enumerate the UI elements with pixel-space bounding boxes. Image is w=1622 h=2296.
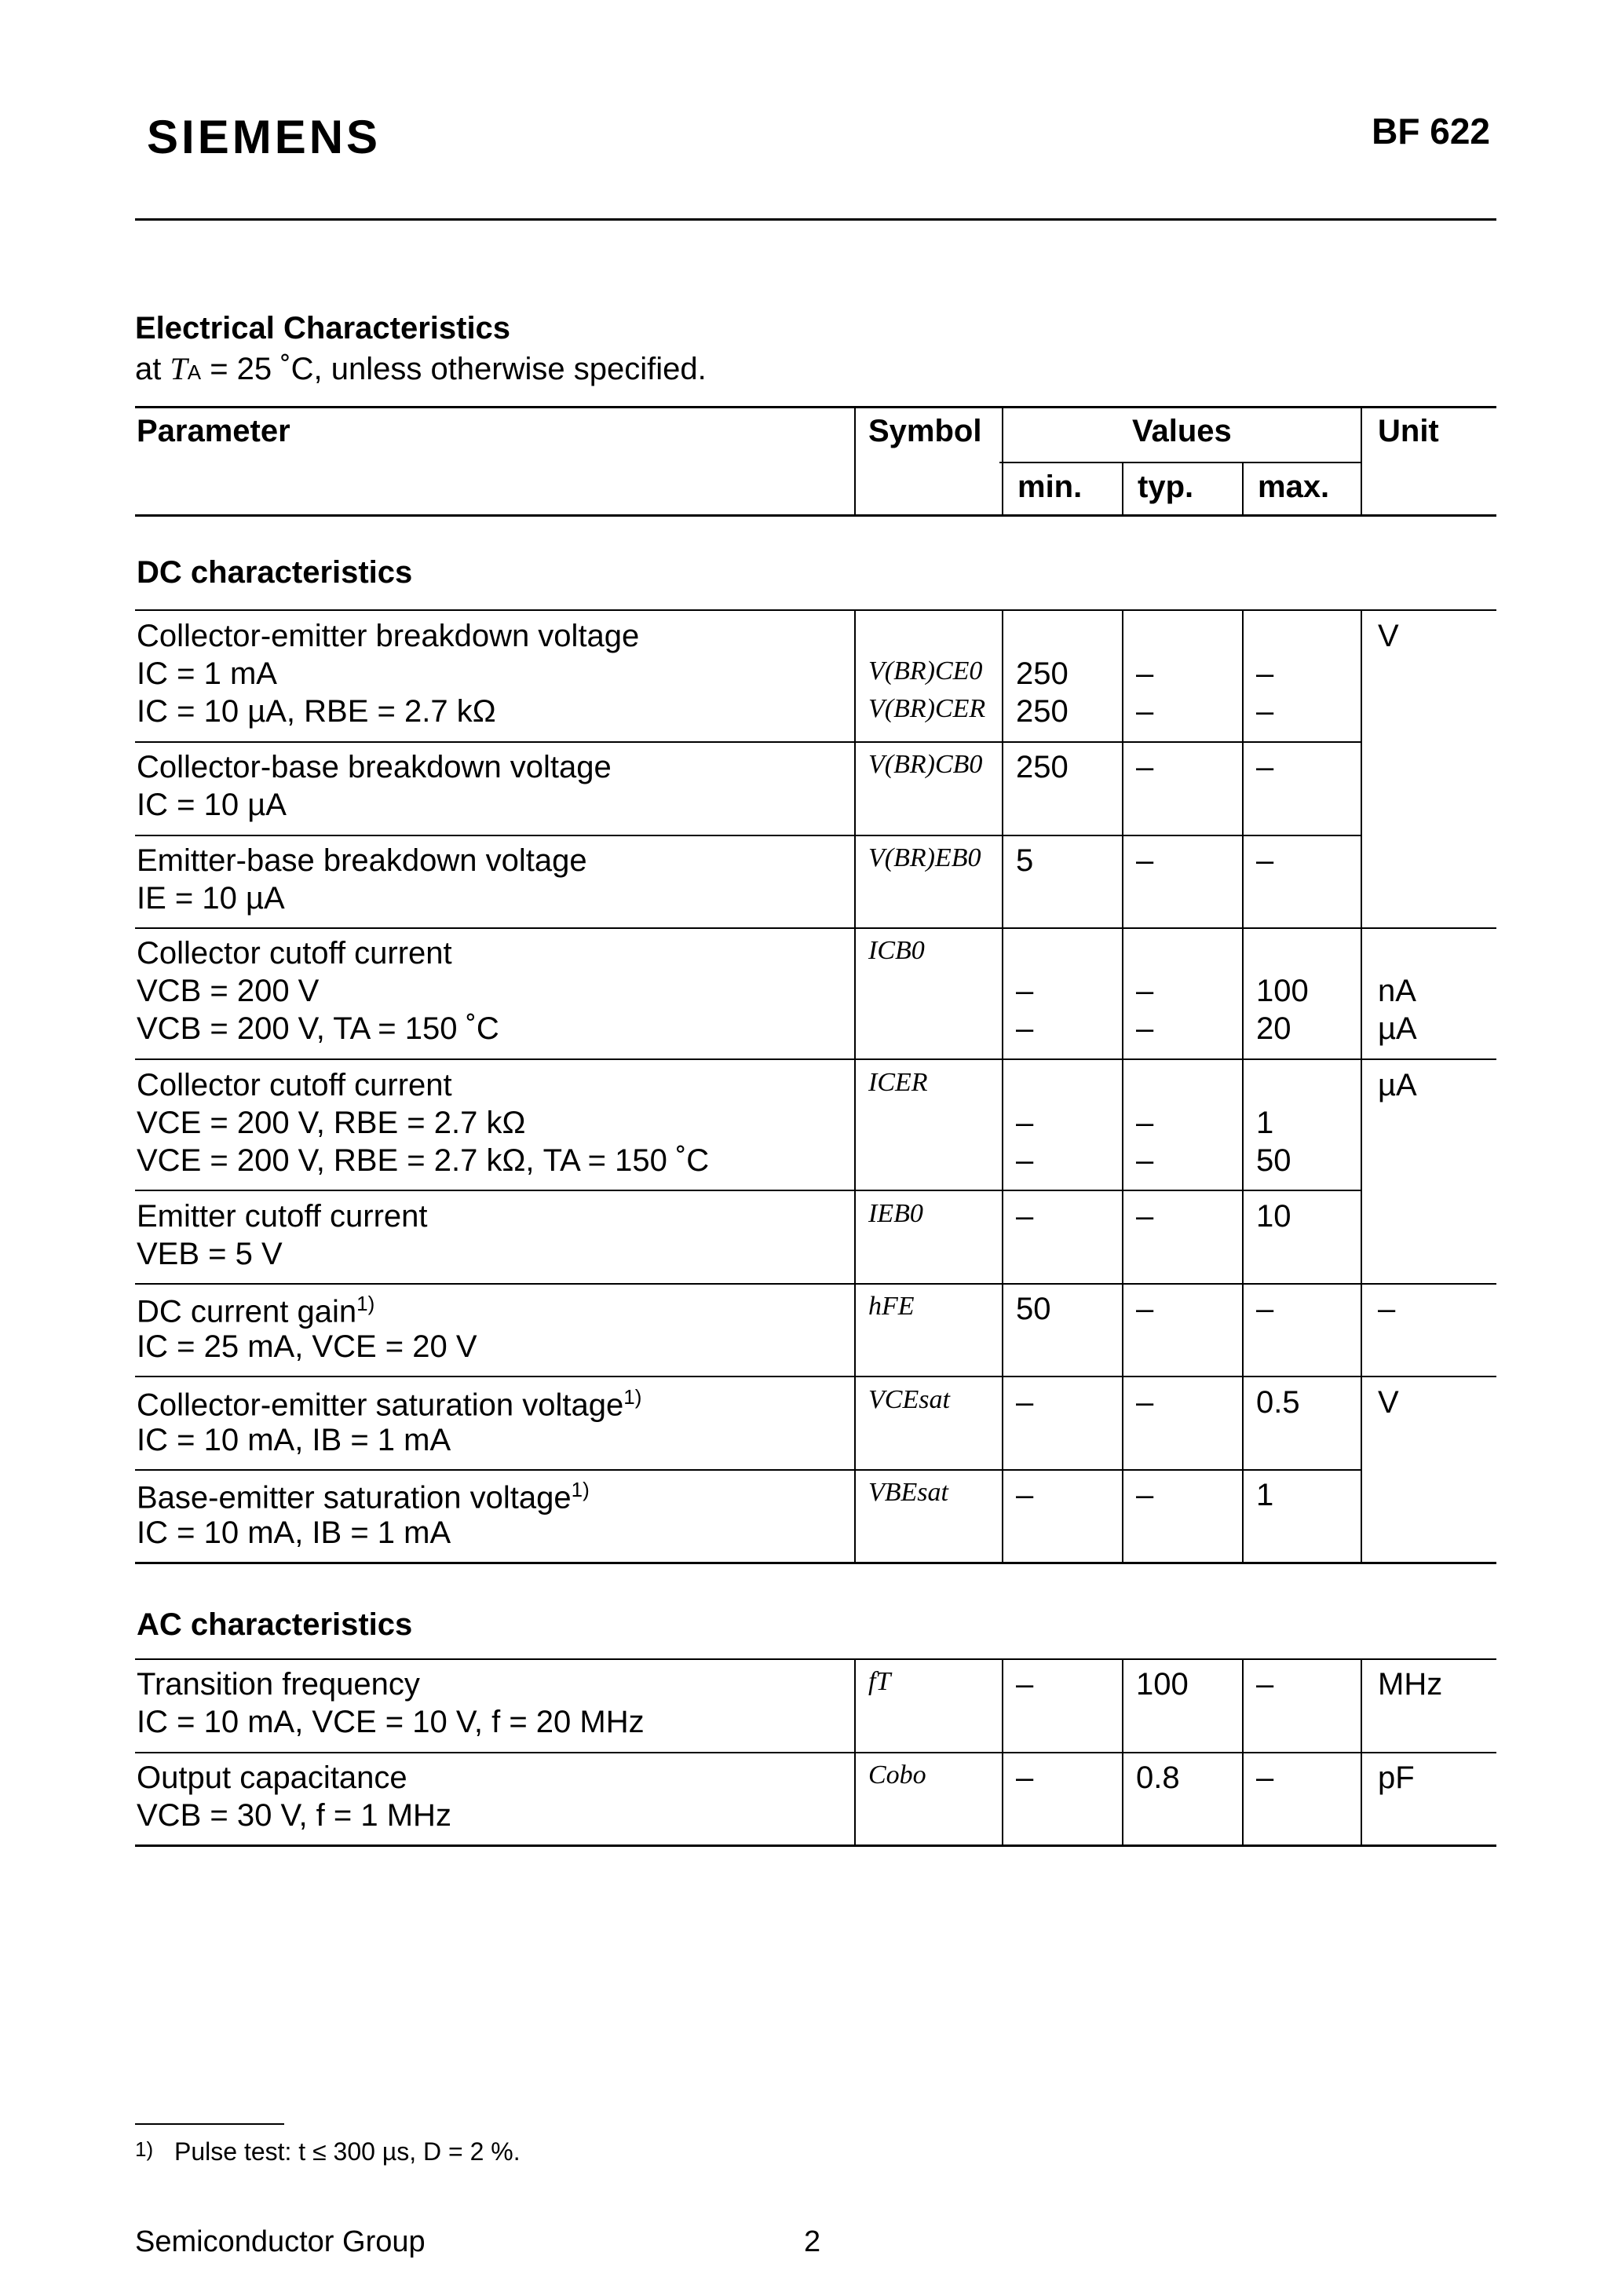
unit: µA xyxy=(1378,1068,1417,1102)
value-min: 50 xyxy=(1016,1292,1051,1326)
param-name-text: Base-emitter saturation voltage xyxy=(137,1480,572,1515)
unit: MHz xyxy=(1378,1667,1443,1702)
footnote-ref: 1) xyxy=(623,1385,642,1409)
symbol: V(BR)CER xyxy=(868,694,986,723)
param-name: Collector-base breakdown voltage xyxy=(137,750,612,784)
param-condition: IC = 10 µA xyxy=(137,788,287,822)
param-name: Emitter-base breakdown voltage xyxy=(137,843,587,878)
unit: – xyxy=(1378,1292,1396,1326)
param-condition: IC = 1 mA xyxy=(137,656,277,691)
value-min: – xyxy=(1016,974,1034,1008)
symbol: fT xyxy=(868,1667,891,1696)
symbol: V(BR)CE0 xyxy=(868,656,983,686)
footnote-ref: 1) xyxy=(356,1292,375,1315)
value-min: – xyxy=(1016,1385,1034,1420)
param-name xyxy=(137,1385,641,1423)
param-condition: VCB = 200 V, TA = 150 ˚C xyxy=(137,1011,499,1046)
value-typ: – xyxy=(1136,974,1154,1008)
symbol: V(BR)CB0 xyxy=(868,750,983,779)
subtitle-prefix: at xyxy=(135,352,170,386)
value-min: – xyxy=(1016,1011,1034,1046)
param-condition: IE = 10 µA xyxy=(137,881,285,916)
brand-logo: SIEMENS xyxy=(147,111,382,163)
value-typ: – xyxy=(1136,656,1154,691)
symbol: hFE xyxy=(868,1292,915,1321)
param-name xyxy=(137,1478,590,1515)
unit: µA xyxy=(1378,1011,1417,1046)
param-name-text: DC current gain xyxy=(137,1294,357,1329)
value-typ: – xyxy=(1136,1106,1154,1140)
footnote-text: Pulse test: t ≤ 300 µs, D = 2 %. xyxy=(174,2137,521,2166)
value-min: – xyxy=(1016,1478,1034,1512)
value-max: – xyxy=(1256,656,1274,691)
value-min: – xyxy=(1016,1667,1034,1702)
value-typ: 0.8 xyxy=(1136,1760,1180,1795)
value-typ: – xyxy=(1136,1143,1154,1178)
value-max: 10 xyxy=(1256,1199,1291,1234)
ac-section-title: AC characteristics xyxy=(137,1607,413,1642)
symbol: V(BR)EB0 xyxy=(868,843,981,872)
param-condition: IC = 10 mA, IB = 1 mA xyxy=(137,1515,451,1550)
value-min: – xyxy=(1016,1143,1034,1178)
symbol: ICB0 xyxy=(868,936,925,965)
value-min: 250 xyxy=(1016,750,1069,784)
unit: V xyxy=(1378,619,1399,653)
footnote-ref: 1) xyxy=(571,1478,590,1501)
value-typ: – xyxy=(1136,750,1154,784)
param-name: Collector-emitter breakdown voltage xyxy=(137,619,640,653)
dc-section-title: DC characteristics xyxy=(137,555,413,590)
value-min: – xyxy=(1016,1199,1034,1234)
param-name: Output capacitance xyxy=(137,1760,407,1795)
header-rule xyxy=(135,218,1496,221)
part-number: BF 622 xyxy=(1372,111,1490,152)
param-name xyxy=(137,1292,374,1329)
section-subtitle xyxy=(135,350,707,387)
value-typ: – xyxy=(1136,843,1154,878)
value-typ: – xyxy=(1136,1199,1154,1234)
param-name: Transition frequency xyxy=(137,1667,420,1702)
col-header-min: min. xyxy=(1017,470,1083,504)
symbol: VCEsat xyxy=(868,1385,950,1414)
param-condition: VCE = 200 V, RBE = 2.7 kΩ xyxy=(137,1106,526,1140)
param-condition: IC = 10 µA, RBE = 2.7 kΩ xyxy=(137,694,496,729)
col-header-symbol: Symbol xyxy=(868,414,982,448)
value-min: – xyxy=(1016,1760,1034,1795)
section-title: Electrical Characteristics xyxy=(135,311,511,345)
col-header-parameter: Parameter xyxy=(137,414,290,448)
subtitle-subscript: A xyxy=(187,360,202,384)
value-max: – xyxy=(1256,750,1274,784)
unit: pF xyxy=(1378,1760,1415,1795)
param-name-text: Collector-emitter saturation voltage xyxy=(137,1387,624,1423)
value-max: 1 xyxy=(1256,1106,1274,1140)
value-typ: – xyxy=(1136,1478,1154,1512)
value-max: – xyxy=(1256,694,1274,729)
subtitle-rest: = 25 ˚C, unless otherwise specified. xyxy=(201,352,707,386)
value-max: – xyxy=(1256,1667,1274,1702)
value-min: 250 xyxy=(1016,656,1069,691)
param-condition: IC = 10 mA, VCE = 10 V, f = 20 MHz xyxy=(137,1705,645,1739)
value-max: 1 xyxy=(1256,1478,1274,1512)
param-name: Emitter cutoff current xyxy=(137,1199,428,1234)
symbol: VBEsat xyxy=(868,1478,948,1507)
footer-group: Semiconductor Group xyxy=(135,2225,426,2258)
value-typ: – xyxy=(1136,694,1154,729)
footnote-marker: 1) xyxy=(135,2137,154,2161)
param-condition: IC = 25 mA, VCE = 20 V xyxy=(137,1329,477,1364)
col-header-typ: typ. xyxy=(1138,470,1194,504)
subtitle-symbol: T xyxy=(170,351,188,386)
param-condition: VCE = 200 V, RBE = 2.7 kΩ, TA = 150 ˚C xyxy=(137,1143,710,1178)
value-max: – xyxy=(1256,1292,1274,1326)
param-name: Collector cutoff current xyxy=(137,1068,452,1102)
param-condition: VCB = 30 V, f = 1 MHz xyxy=(137,1798,451,1833)
col-header-unit: Unit xyxy=(1378,414,1439,448)
value-max: – xyxy=(1256,1760,1274,1795)
unit: nA xyxy=(1378,974,1416,1008)
symbol: ICER xyxy=(868,1068,928,1097)
col-header-max: max. xyxy=(1258,470,1330,504)
value-typ: – xyxy=(1136,1011,1154,1046)
value-max: 0.5 xyxy=(1256,1385,1300,1420)
symbol: IEB0 xyxy=(868,1199,923,1228)
value-min: – xyxy=(1016,1106,1034,1140)
param-name: Collector cutoff current xyxy=(137,936,452,971)
value-min: 5 xyxy=(1016,843,1034,878)
unit: V xyxy=(1378,1385,1399,1420)
col-header-values: Values xyxy=(1132,414,1232,448)
value-max: 100 xyxy=(1256,974,1309,1008)
value-max: 50 xyxy=(1256,1143,1291,1178)
value-max: – xyxy=(1256,843,1274,878)
param-condition: IC = 10 mA, IB = 1 mA xyxy=(137,1423,451,1457)
value-max: 20 xyxy=(1256,1011,1291,1046)
param-condition: VCB = 200 V xyxy=(137,974,320,1008)
value-typ: – xyxy=(1136,1292,1154,1326)
param-condition: VEB = 5 V xyxy=(137,1237,283,1271)
page-number: 2 xyxy=(804,2225,821,2258)
value-min: 250 xyxy=(1016,694,1069,729)
symbol: Cobo xyxy=(868,1760,926,1790)
footnote-rule xyxy=(135,2123,284,2125)
value-typ: – xyxy=(1136,1385,1154,1420)
value-typ: 100 xyxy=(1136,1667,1189,1702)
